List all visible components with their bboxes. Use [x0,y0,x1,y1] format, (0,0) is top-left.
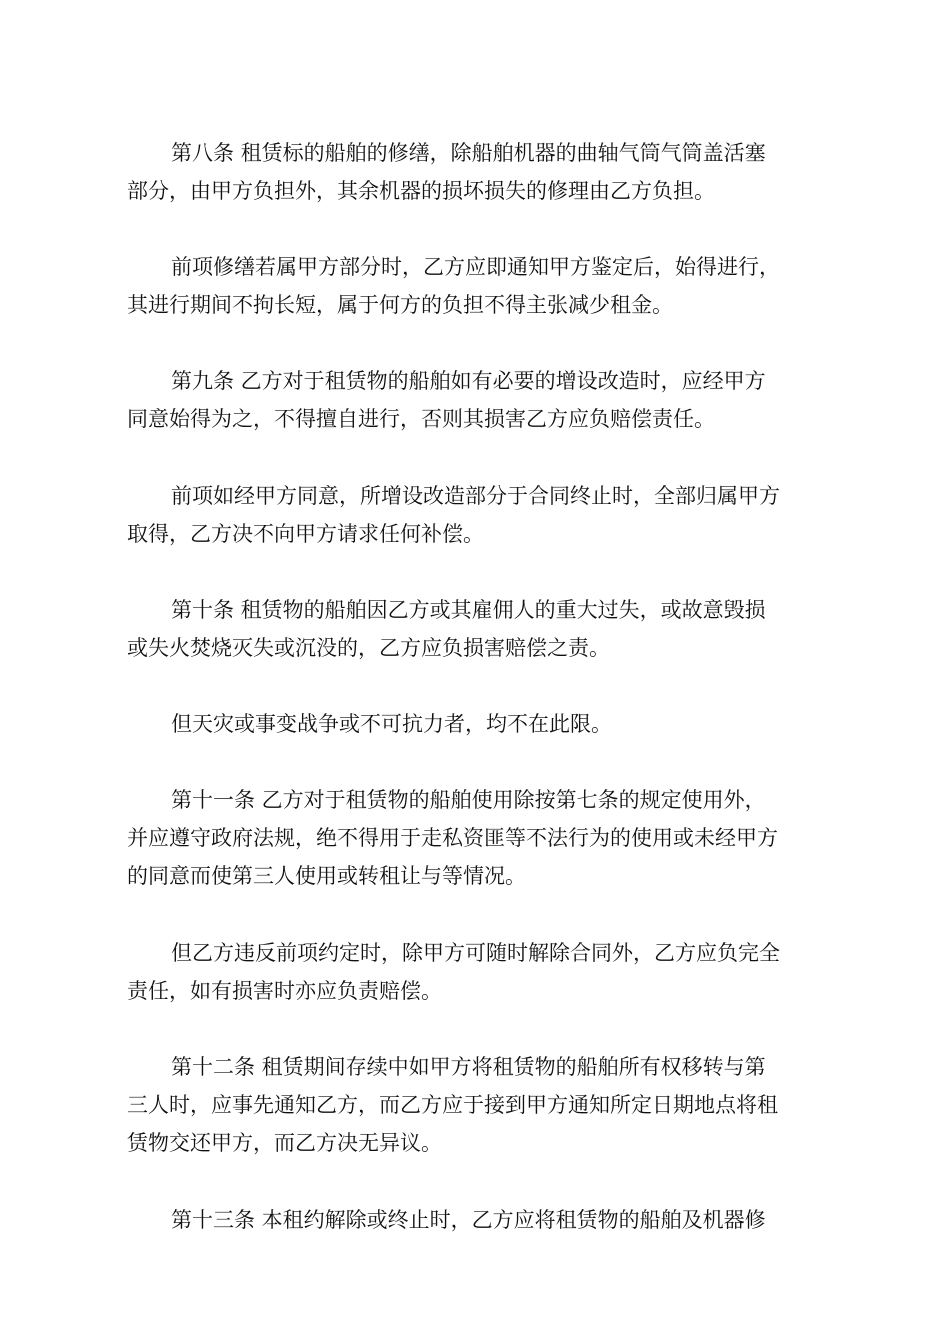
text-line: 取得，乙方决不向甲方请求任何补偿。 [127,522,484,546]
text-line: 前项如经甲方同意，所增设改造部分于合同终止时，全部归属甲方 [171,484,780,508]
text-line: 同意始得为之，不得擅自进行，否则其损害乙方应负赔偿责任。 [127,407,715,431]
text-line: 第十一条 乙方对于租赁物的船舶使用除按第七条的规定使用外， [171,788,766,812]
paragraph-article-10-exception [127,705,827,743]
paragraph-article-12 [127,1048,827,1162]
paragraph-article-11 [127,781,827,895]
paragraph-article-10 [127,591,827,667]
text-line: 责任，如有损害时亦应负责赔偿。 [127,979,442,1003]
text-line: 第十条 租赁物的船舶因乙方或其雇佣人的重大过失，或故意毁损 [171,598,766,622]
text-line: 第十三条 本租约解除或终止时，乙方应将租赁物的船舶及机器修 [171,1208,766,1232]
text-line: 其进行期间不拘长短，属于何方的负担不得主张减少租金。 [127,293,673,317]
paragraph-article-8-repair [127,248,827,324]
text-line: 并应遵守政府法规，绝不得用于走私资匪等不法行为的使用或未经甲方 [127,826,778,850]
paragraph-article-13 [127,1201,827,1239]
text-line: 的同意而使第三人使用或转租让与等情况。 [127,864,526,888]
paragraph-article-8 [127,134,827,210]
text-line: 第九条 乙方对于租赁物的船舶如有必要的增设改造时，应经甲方 [171,369,766,393]
text-line: 前项修缮若属甲方部分时，乙方应即通知甲方鉴定后，始得进行， [171,255,780,279]
text-line: 部分，由甲方负担外，其余机器的损坏损失的修理由乙方负担。 [127,179,715,203]
paragraph-article-11-breach [127,934,827,1010]
text-line: 但乙方违反前项约定时，除甲方可随时解除合同外，乙方应负完全 [171,941,780,965]
text-line: 或失火焚烧灭失或沉没的，乙方应负损害赔偿之责。 [127,636,610,660]
text-line: 但天灾或事变战争或不可抗力者，均不在此限。 [171,712,612,736]
text-line: 第十二条 租赁期间存续中如甲方将租赁物的船舶所有权移转与第 [171,1055,766,1079]
text-line: 赁物交还甲方，而乙方决无异议。 [127,1131,442,1155]
text-line: 第八条 租赁标的船舶的修缮，除船舶机器的曲轴气筒气筒盖活塞 [171,141,766,165]
text-line: 三人时，应事先通知乙方，而乙方应于接到甲方通知所定日期地点将租 [127,1093,778,1117]
paragraph-article-9 [127,362,827,438]
paragraph-article-9-consent [127,477,827,553]
